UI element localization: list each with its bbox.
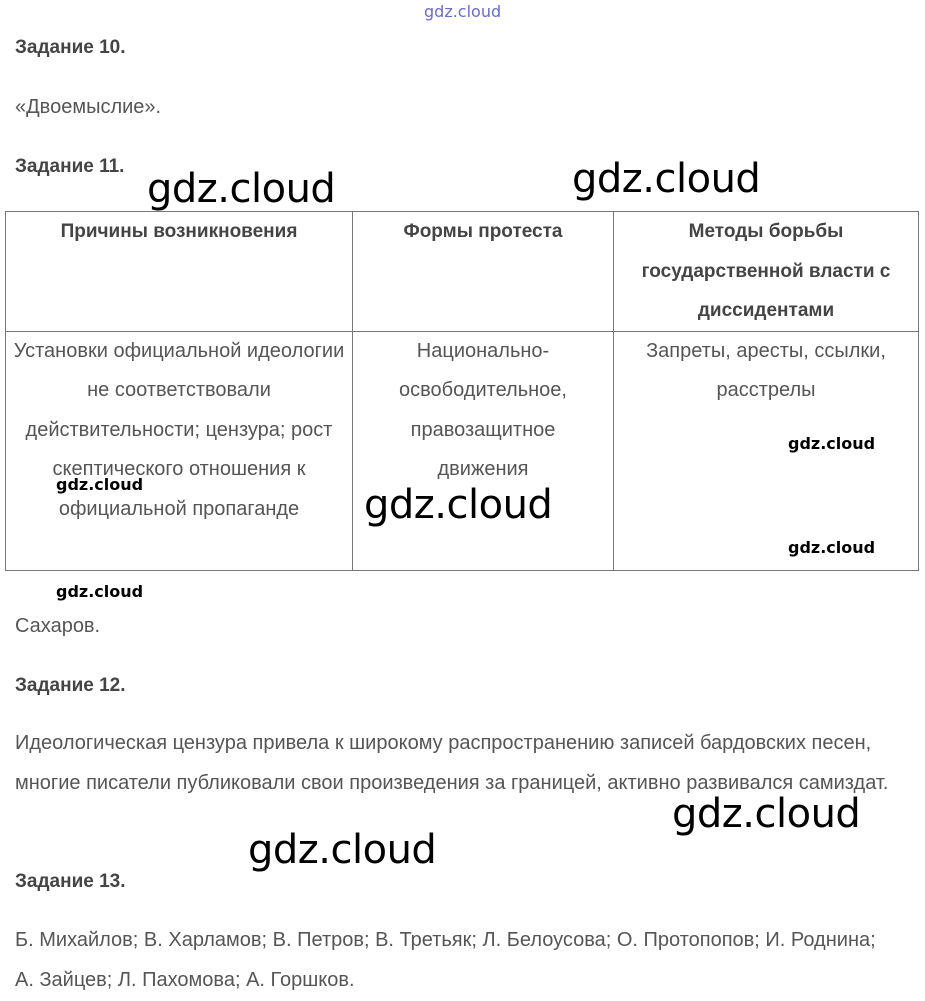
watermark-big: gdz.cloud [147,166,336,212]
watermark-big: gdz.cloud [248,827,437,873]
task-13-answer: Б. Михайлов; В. Харламов; В. Петров; В. Третьяк; Л. Белоусова; О. Протопопов; И. Роднина; А. Зайцев; Л. Пахомова; А. Горшков. [15,929,876,991]
table-header-row [6,212,919,332]
task-11-after: Сахаров. [15,615,101,637]
watermark-small: gdz.cloud [788,434,876,453]
table-row [6,331,919,570]
watermark-small: gdz.cloud [56,475,144,494]
watermark-big: gdz.cloud [672,791,861,837]
table-header-state-methods: Методы борьбы государственной власти с диссидентами [614,212,919,332]
task-12-heading: Задание 12. [15,675,126,696]
watermark-top: gdz.cloud [424,2,502,21]
task-12-answer: Идеологическая цензура привела к широкому распространению записей бардовских песен, многие писатели публиковали свои произведения за границей, активно развивался самиздат. [15,732,889,794]
table-cell-protest-forms: Национально-освободительное, правозащитное движения [353,331,614,570]
table-header-protest-forms: Формы протеста [353,212,614,332]
watermark-small: gdz.cloud [788,538,876,557]
task-10-heading: Задание 10. [15,37,126,58]
task-13-heading: Задание 13. [15,871,126,892]
task-10-answer: «Двоемыслие». [15,96,162,118]
table-cell-state-methods: Запреты, аресты, ссылки, расстрелы [614,331,919,570]
table-header-causes: Причины возникновения [6,212,353,332]
watermark-big: gdz.cloud [572,156,761,202]
watermark-big: gdz.cloud [364,482,553,528]
task-11-heading: Задание 11. [15,156,125,177]
table-cell-causes: Установки официальной идеологии не соответствовали действительности; цензура; рост скептического отношения к официальной пропаганде [6,331,353,570]
watermark-small: gdz.cloud [56,582,144,601]
